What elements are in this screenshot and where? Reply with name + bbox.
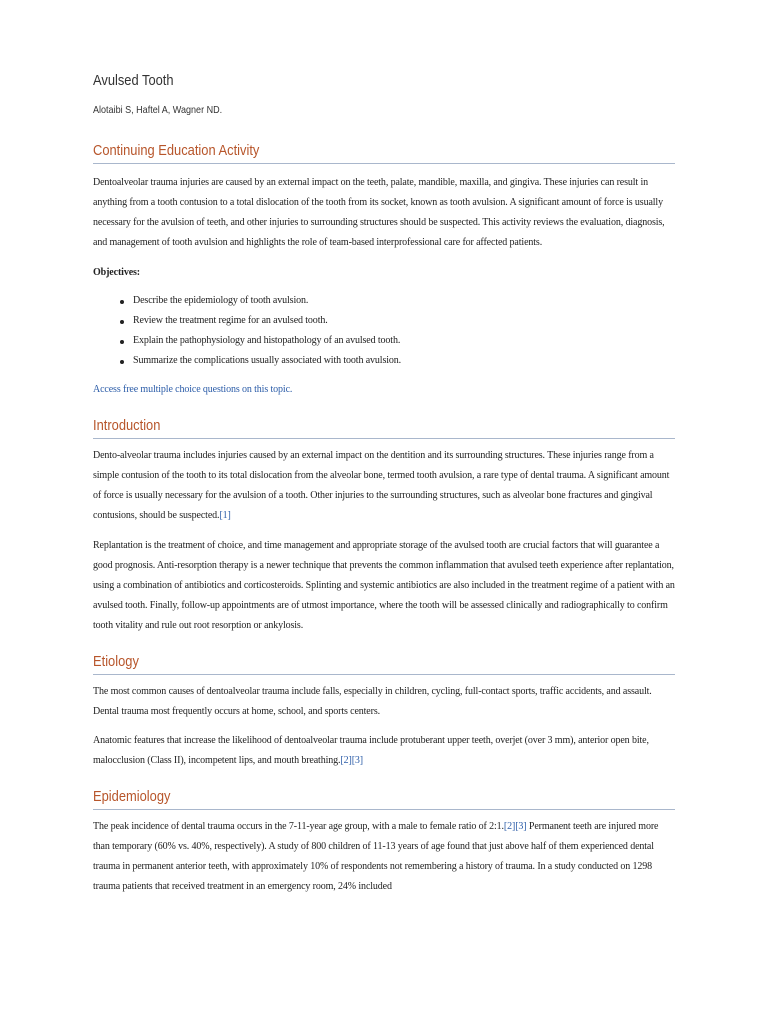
section-heading: Continuing Education Activity — [93, 141, 675, 164]
list-item: Describe the epidemiology of tooth avulsion. — [133, 291, 675, 311]
paragraph-text: Anatomic features that increase the likelihood of dentoalveolar trauma include protuberant upper teeth, overjet (over 3 mm), anterior open bite, malocclusion (Class II), incompetent lips, and mouth breathing. — [93, 735, 649, 766]
citation-link[interactable]: [2] — [503, 821, 516, 832]
section-heading: Epidemiology — [93, 787, 675, 810]
paragraph-text: Dento-alveolar trauma includes injuries caused by an external impact on the dentition and its surrounding structures. These injuries range from a simple contusion of the tooth to its total dislocation from the alveolar bone, termed tooth avulsion, a rare type of dental trauma. A significant amount of force is usually necessary for the avulsion of a tooth. Other injuries to the surrounding structures, such as alveolar bone fractures and gingival contusions, should be suspected. — [93, 450, 670, 521]
article — [93, 70, 675, 897]
paragraph — [93, 731, 675, 771]
section-continuing-education — [93, 141, 675, 400]
section-epidemiology — [93, 787, 675, 897]
list-item: Review the treatment regime for an avulsed tooth. — [133, 311, 675, 331]
paragraph: The most common causes of dentoalveolar trauma include falls, especially in children, cycling, full-contact sports, traffic accidents, and assault. Dental trauma most frequently occurs at home, school, and sports centers. — [93, 686, 652, 717]
paragraph: Replantation is the treatment of choice, and time management and appropriate storage of the avulsed tooth are crucial factors that will guarantee a good prognosis. Anti-resorption therapy is a newer technique that prevents the common inflammation that avulsed teeth experience after replantation, using a combination of antibiotics and corticosteroids. Splinting and systemic antibiotics are also included in the treatment regime of a patient with an avulsed tooth. Finally, follow-up appointments are of utmost importance, where the tooth will be assessed clinically and radiographically to confirm tooth vitality and rule out root resorption or ankylosis. — [93, 540, 675, 631]
mcq-link[interactable]: Access free multiple choice questions on this topic. — [93, 384, 293, 395]
citation-link[interactable]: [2] — [340, 755, 352, 766]
section-introduction — [93, 416, 675, 636]
paragraph — [93, 446, 675, 526]
paragraph-text: The peak incidence of dental trauma occurs in the 7-11-year age group, with a male to female ratio of 2:1. — [93, 821, 504, 832]
section-heading: Introduction — [93, 416, 675, 439]
section-etiology — [93, 652, 675, 771]
citation-link[interactable]: [3] — [515, 821, 527, 832]
citation-link[interactable]: [3] — [351, 755, 364, 766]
paragraph — [93, 817, 675, 897]
paragraph-text: Permanent teeth are injured more than temporary (60% vs. 40%, respectively). A study of 800 children of 11-13 years of age found that just above half of them experienced dental trauma in permanent anterior teeth, with approximately 10% of respondents not remembering a history of trauma. In a study conducted on 1298 trauma patients that received treatment in an emergency room, 24% included — [93, 821, 659, 892]
section-heading: Etiology — [93, 652, 675, 675]
paragraph: Dentoalveolar trauma injuries are caused by an external impact on the teeth, palate, mandible, maxilla, and gingiva. These injuries can result in anything from a tooth contusion to a total dislocation of the tooth from its socket, known as tooth avulsion. A significant amount of force is usually necessary for the avulsion of teeth, and other injuries to surrounding structures should be suspected. This activity reviews the evaluation, diagnosis, and management of tooth avulsion and highlights the role of team-based interprofessional care for affected patients. — [93, 177, 665, 248]
list-item: Summarize the complications usually associated with tooth avulsion. — [133, 351, 675, 371]
article-title: Avulsed Tooth — [93, 72, 174, 89]
citation-link[interactable]: [1] — [219, 510, 231, 521]
objectives-list — [93, 291, 675, 371]
article-authors: Alotaibi S, Haftel A, Wagner ND. — [93, 104, 223, 116]
list-item: Explain the pathophysiology and histopathology of an avulsed tooth. — [133, 331, 675, 351]
objectives-heading: Objectives: — [93, 267, 140, 278]
mcq-link-paragraph — [93, 380, 675, 400]
